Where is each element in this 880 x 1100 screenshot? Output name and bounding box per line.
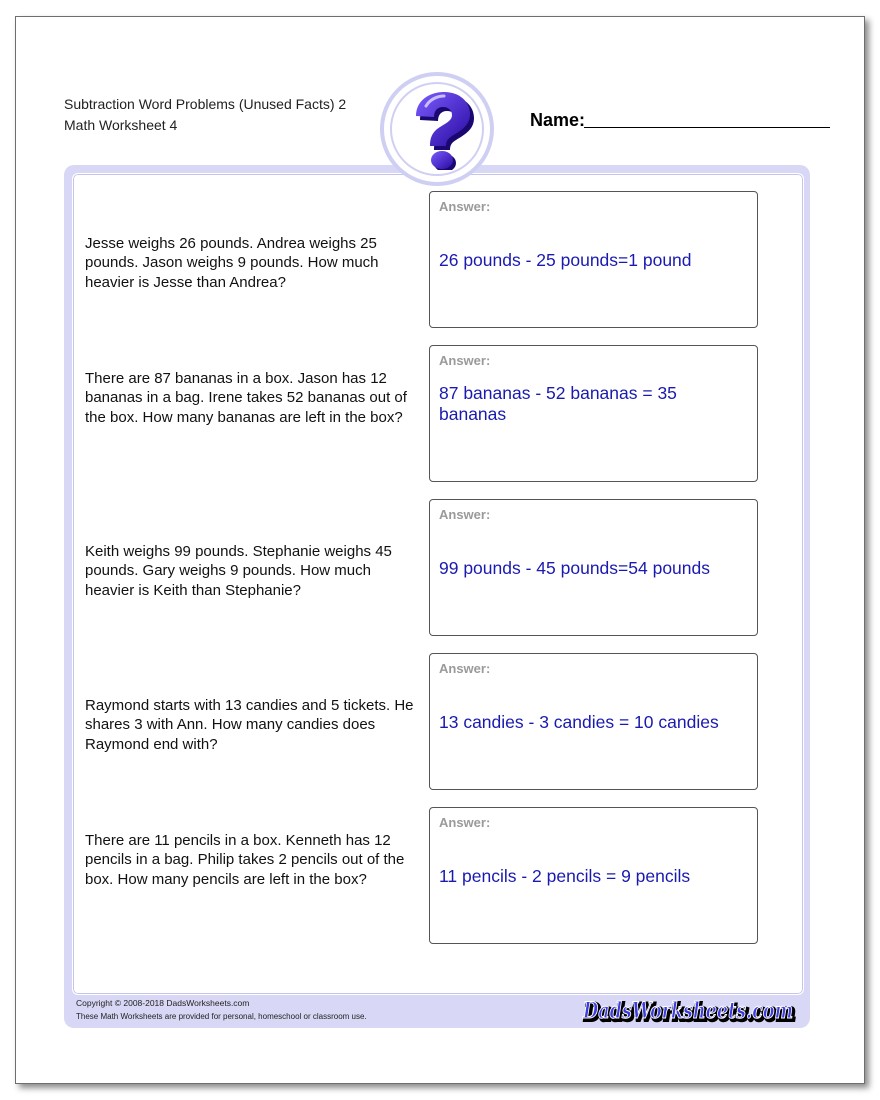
copyright-text: Copyright © 2008-2018 DadsWorksheets.com — [76, 998, 250, 1008]
answer-label: Answer: — [439, 353, 491, 368]
answer-text-2: 87 bananas - 52 bananas = 35 bananas — [439, 383, 677, 424]
name-label: Name: — [530, 110, 586, 130]
answer-label: Answer: — [439, 507, 491, 522]
answer-box-2[interactable] — [429, 345, 758, 482]
answer-text-5: 11 pencils - 2 pencils = 9 pencils — [439, 866, 691, 886]
answer-box-1[interactable] — [429, 191, 758, 328]
answer-box-3[interactable] — [429, 499, 758, 636]
question-text-4: Raymond starts with 13 candies and 5 tickets. He shares 3 with Ann. How many candies does Raymond end with? — [85, 697, 414, 753]
answer-text-1: 26 pounds - 25 pounds=1 pound — [439, 250, 692, 270]
answer-box-4[interactable] — [429, 653, 758, 790]
answer-box-5[interactable] — [429, 807, 758, 944]
name-field-line[interactable] — [584, 127, 830, 128]
brand-logo-text: DadsWorksheets.com — [582, 998, 793, 1024]
question-text-1: Jesse weighs 26 pounds. Andrea weighs 25 pounds. Jason weighs 9 pounds. How much heavier is Jesse than Andrea? — [85, 235, 379, 291]
brand-logo — [578, 994, 798, 1028]
worksheet-subtitle: Math Worksheet 4 — [64, 117, 178, 133]
answer-label: Answer: — [439, 815, 491, 830]
answer-label: Answer: — [439, 199, 491, 214]
question-text-5: There are 11 pencils in a box. Kenneth has 12 pencils in a bag. Philip takes 2 pencils out of the box. How many pencils are left in the box? — [85, 832, 405, 888]
answer-text-3: 99 pounds - 45 pounds=54 pounds — [439, 558, 710, 578]
brand-logo-shadow: DadsWorksheets.com — [584, 1000, 795, 1026]
worksheet-title: Subtraction Word Problems (Unused Facts) 2 — [64, 96, 347, 112]
question-mark-icon — [398, 86, 478, 170]
usage-notice: These Math Worksheets are provided for personal, homeschool or classroom use. — [76, 1012, 367, 1021]
answer-label: Answer: — [439, 661, 491, 676]
answer-text-4: 13 candies - 3 candies = 10 candies — [439, 712, 719, 732]
question-text-3: Keith weighs 99 pounds. Stephanie weighs 45 pounds. Gary weighs 9 pounds. How much heavier is Keith than Stephanie? — [85, 543, 392, 599]
question-text-2: There are 87 bananas in a box. Jason has 12 bananas in a bag. Irene takes 52 bananas out of the box. How many bananas are left in the box? — [85, 370, 407, 426]
